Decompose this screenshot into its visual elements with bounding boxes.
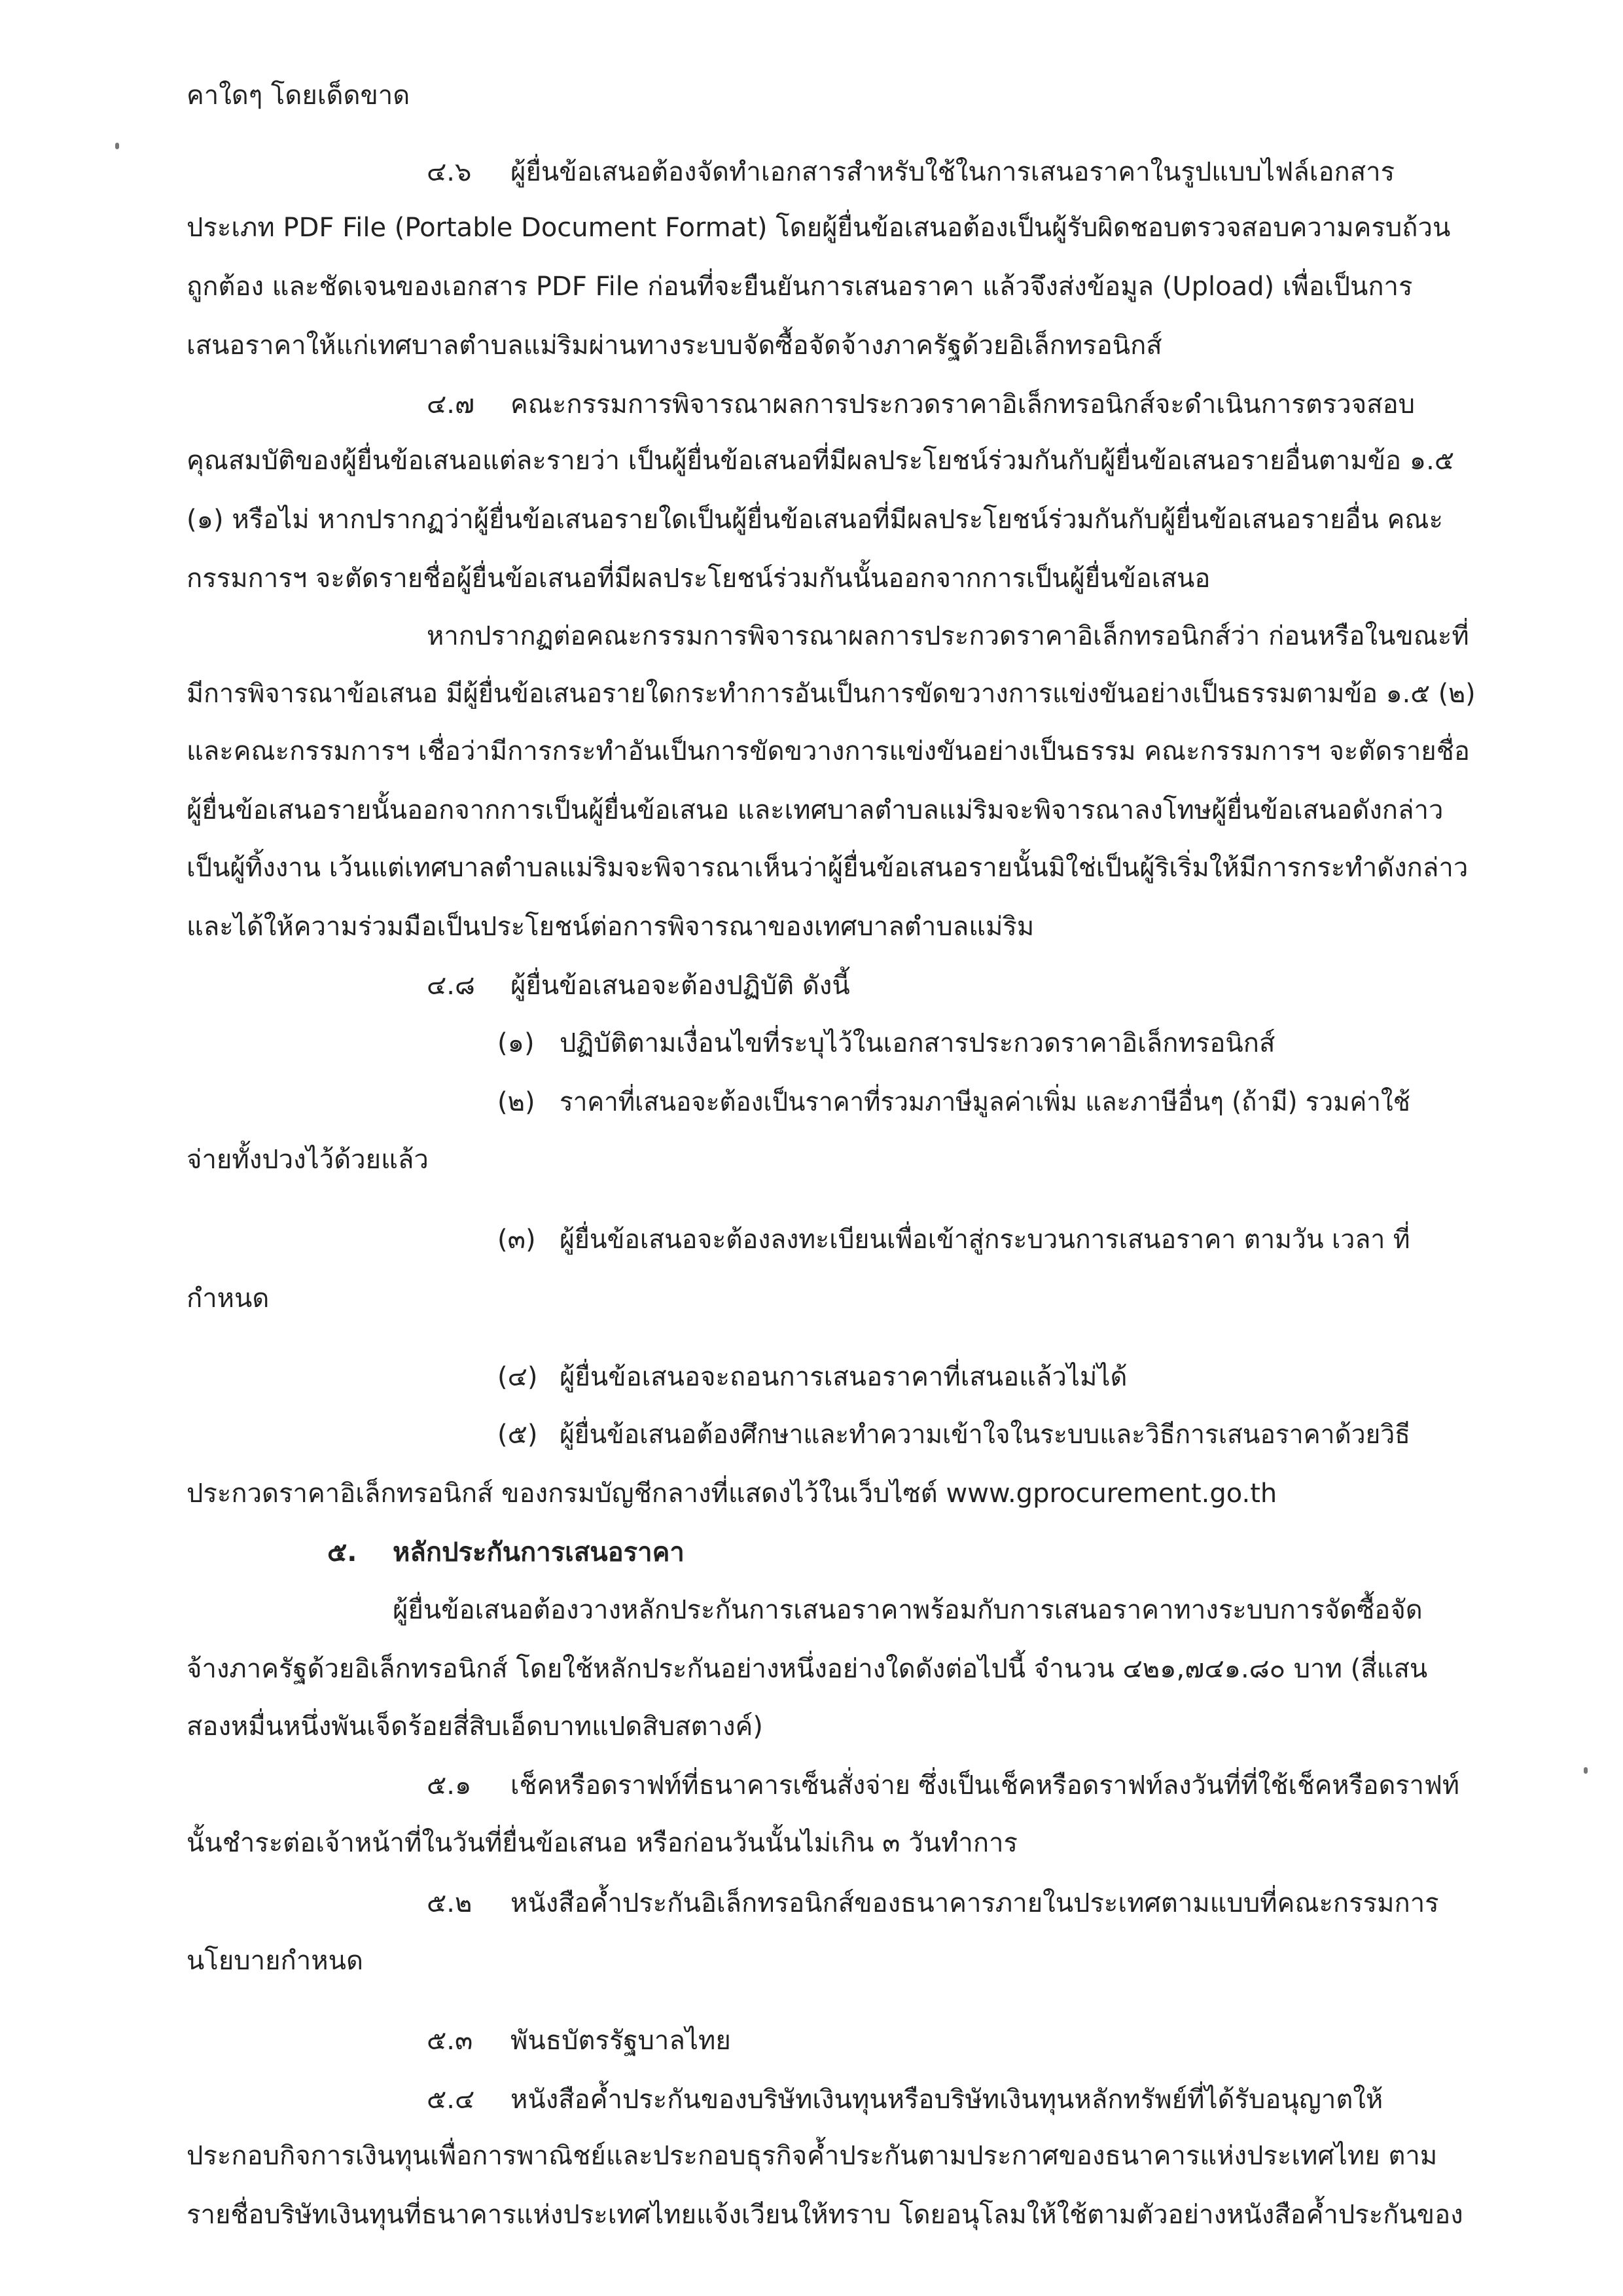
sub-item-number: (๔) [497, 1362, 538, 1392]
text-line: ผู้ยื่นข้อเสนอจะต้องปฏิบัติ ดังนี้ [510, 971, 850, 1001]
sub-item-number: (๓) [497, 1225, 536, 1255]
text-line: ผู้ยื่นข้อเสนอรายนั้นออกจากการเป็นผู้ยื่นข้อเสนอ และเทศบาลตำบลแม่ริมจะพิจารณาลงโทษผู้ยื่นข้อเสนอดังกล่าว [187, 795, 1444, 825]
item-number: ๔.๘ [427, 971, 475, 1001]
text-line: นั้นชำระต่อเจ้าหน้าที่ในวันที่ยื่นข้อเสนอ หรือก่อนวันนั้นไม่เกิน ๓ วันทำการ [187, 1828, 1018, 1858]
text-line: จ้างภาครัฐด้วยอิเล็กทรอนิกส์ โดยใช้หลักประกันอย่างหนึ่งอย่างใดดังต่อไปนี้ จำนวน ๔๒๑,๗๔๑.๘๐ บาท (สี่แสน [187, 1654, 1428, 1684]
text-line: คาใดๆ โดยเด็ดขาด [187, 81, 410, 111]
sub-item-number: (๑) [497, 1028, 535, 1058]
text-line: เช็คหรือดราฟท์ที่ธนาคารเซ็นสั่งจ่าย ซึ่งเป็นเช็คหรือดราฟท์ลงวันที่ที่ใช้เช็คหรือดราฟท์ [510, 1770, 1459, 1801]
item-number: ๕.๓ [427, 2026, 473, 2056]
item-number: ๔.๗ [427, 389, 475, 420]
text-line: ผู้ยื่นข้อเสนอจะถอนการเสนอราคาที่เสนอแล้วไม่ได้ [560, 1362, 1128, 1392]
text-line: หากปรากฏต่อคณะกรรมการพิจารณาผลการประกวดราคาอิเล็กทรอนิกส์ว่า ก่อนหรือในขณะที่ [427, 621, 1469, 651]
text-line: เสนอราคาให้แก่เทศบาลตำบลแม่ริมผ่านทางระบบจัดซื้อจัดจ้างภาครัฐด้วยอิเล็กทรอนิกส์ [187, 331, 1162, 361]
text-line: เป็นผู้ทิ้งงาน เว้นแต่เทศบาลตำบลแม่ริมจะพิจารณาเห็นว่าผู้ยื่นข้อเสนอรายนั้นมิใช่เป็นผู้ริเริ่มให้มีการกระทำดังกล่าว [187, 853, 1469, 883]
text-line: กรรมการฯ จะตัดรายชื่อผู้ยื่นข้อเสนอที่มีผลประโยชน์ร่วมกันนั้นออกจากการเป็นผู้ยื่นข้อเสนอ [187, 564, 1211, 594]
text-line: ผู้ยื่นข้อเสนอต้องจัดทำเอกสารสำหรับใช้ในการเสนอราคาในรูปแบบไฟล์เอกสาร [510, 157, 1395, 187]
text-line: หนังสือค้ำประกันอิเล็กทรอนิกส์ของธนาคารภายในประเทศตามแบบที่คณะกรรมการ [510, 1888, 1439, 1918]
text-line: ถูกต้อง และชัดเจนของเอกสาร PDF File ก่อนที่จะยืนยันการเสนอราคา แล้วจึงส่งข้อมูล (Upload) เพื่อเป็นการ [187, 272, 1413, 302]
text-line: หนังสือค้ำประกันของบริษัทเงินทุนหรือบริษัทเงินทุนหลักทรัพย์ที่ได้รับอนุญาตให้ [510, 2085, 1383, 2115]
scan-speck [115, 143, 119, 149]
section-number: ๕. [327, 1537, 357, 1568]
text-line: ราคาที่เสนอจะต้องเป็นราคาที่รวมภาษีมูลค่าเพิ่ม และภาษีอื่นๆ (ถ้ามี) รวมค่าใช้ [560, 1087, 1410, 1117]
text-line: และได้ให้ความร่วมมือเป็นประโยชน์ต่อการพิจารณาของเทศบาลตำบลแม่ริม [187, 912, 1035, 942]
text-line: ผู้ยื่นข้อเสนอต้องศึกษาและทำความเข้าใจในระบบและวิธีการเสนอราคาด้วยวิธี [560, 1420, 1410, 1450]
text-line: จ่ายทั้งปวงไว้ด้วยแล้ว [187, 1145, 429, 1175]
sub-item-number: (๒) [497, 1087, 535, 1117]
text-line: กำหนด [187, 1283, 270, 1314]
text-line: (๑) หรือไม่ หากปรากฏว่าผู้ยื่นข้อเสนอรายใดเป็นผู้ยื่นข้อเสนอที่มีผลประโยชน์ร่วมกันกับผู้ยื่นข้อเสนอรายอื่น คณะ [187, 505, 1443, 535]
text-line: ผู้ยื่นข้อเสนอต้องวางหลักประกันการเสนอราคาพร้อมกับการเสนอราคาทางระบบการจัดซื้อจัด [393, 1595, 1423, 1625]
sub-item-number: (๕) [497, 1420, 538, 1450]
text-line: คุณสมบัติของผู้ยื่นข้อเสนอแต่ละรายว่า เป็นผู้ยื่นข้อเสนอที่มีผลประโยชน์ร่วมกันกับผู้ยื่นข้อเสนอรายอื่นตามข้อ ๑.๕ [187, 446, 1455, 476]
text-line: ประกอบกิจการเงินทุนเพื่อการพาณิชย์และประกอบธุรกิจค้ำประกันตามประกาศของธนาคารแห่งประเทศไทย ตาม [187, 2141, 1438, 2171]
item-number: ๕.๔ [427, 2085, 475, 2115]
text-line: ประเภท PDF File (Portable Document Format) โดยผู้ยื่นข้อเสนอต้องเป็นผู้รับผิดชอบตรวจสอบความครบถ้วน [187, 213, 1451, 243]
section-heading: หลักประกันการเสนอราคา [393, 1537, 685, 1568]
text-line: มีการพิจารณาข้อเสนอ มีผู้ยื่นข้อเสนอรายใดกระทำการอันเป็นการขัดขวางการแข่งขันอย่างเป็นธรรมตามข้อ ๑.๕ (๒) [187, 679, 1476, 709]
text-line: พันธบัตรรัฐบาลไทย [510, 2026, 731, 2056]
item-number: ๕.๑ [427, 1770, 472, 1801]
text-line: ปฏิบัติตามเงื่อนไขที่ระบุไว้ในเอกสารประกวดราคาอิเล็กทรอนิกส์ [560, 1028, 1275, 1058]
text-line: ผู้ยื่นข้อเสนอจะต้องลงทะเบียนเพื่อเข้าสู่กระบวนการเสนอราคา ตามวัน เวลา ที่ [560, 1225, 1410, 1255]
scan-speck [1584, 1767, 1588, 1774]
item-number: ๔.๖ [427, 157, 472, 187]
text-line: รายชื่อบริษัทเงินทุนที่ธนาคารแห่งประเทศไทยแจ้งเวียนให้ทราบ โดยอนุโลมให้ใช้ตามตัวอย่างหนังสือค้ำประกันของ [187, 2200, 1463, 2230]
text-line: ประกวดราคาอิเล็กทรอนิกส์ ของกรมบัญชีกลางที่แสดงไว้ในเว็บไซต์ www.gprocurement.go.th [187, 1479, 1277, 1509]
text-line: และคณะกรรมการฯ เชื่อว่ามีการกระทำอันเป็นการขัดขวางการแข่งขันอย่างเป็นธรรม คณะกรรมการฯ จะตัดรายชื่อ [187, 736, 1470, 766]
item-number: ๕.๒ [427, 1888, 473, 1918]
text-line: คณะกรรมการพิจารณาผลการประกวดราคาอิเล็กทรอนิกส์จะดำเนินการตรวจสอบ [510, 389, 1416, 420]
text-line: นโยบายกำหนด [187, 1946, 363, 1976]
text-line: สองหมื่นหนึ่งพันเจ็ดร้อยสี่สิบเอ็ดบาทแปดสิบสตางค์) [187, 1712, 763, 1742]
